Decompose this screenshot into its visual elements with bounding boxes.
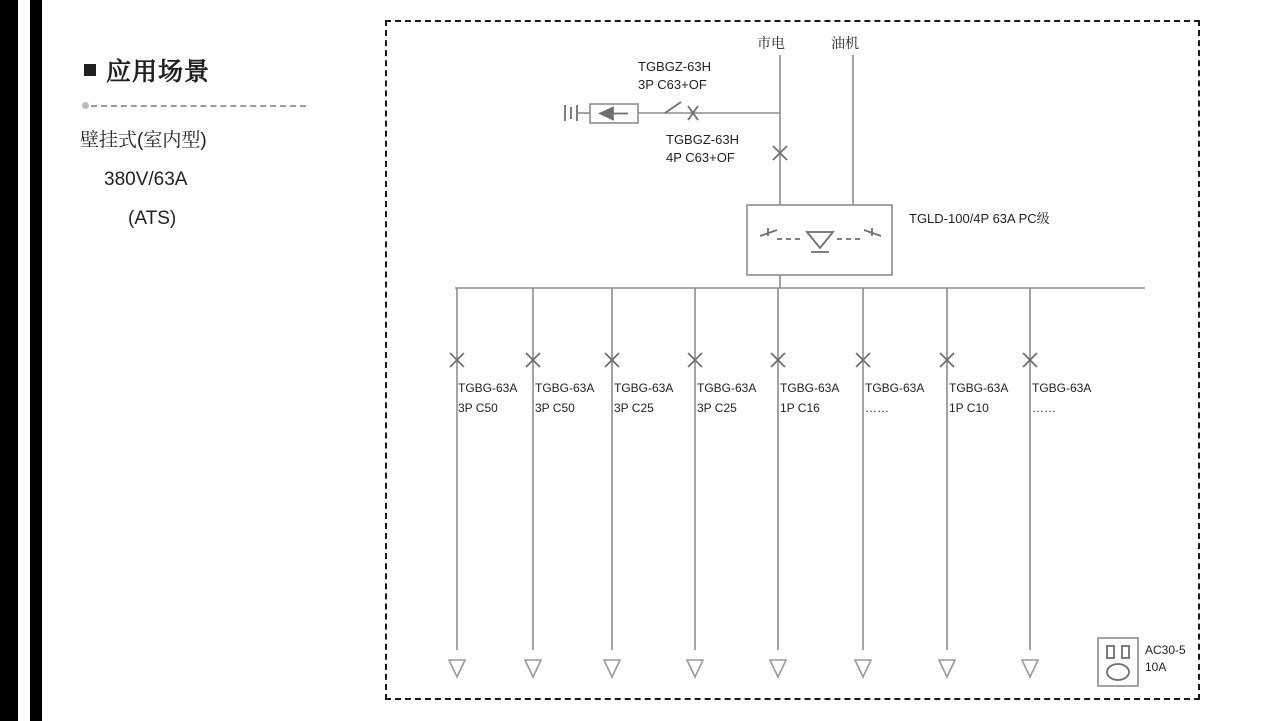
section-title-text: 应用场景 [106,58,211,86]
divider-dot-icon [82,102,89,109]
feeder-2 [525,288,541,677]
label-feeder-4-name: TGBG-63A [697,381,757,395]
feeder-8 [1022,288,1038,677]
label-feeder-3-name: TGBG-63A [614,381,674,395]
label-feeder-6-name: TGBG-63A [865,381,925,395]
label-feeder-5-spec: 1P C16 [780,401,820,415]
spec-line-ats: (ATS) [128,208,177,229]
left-panel [60,52,350,238]
ats-box [747,205,892,275]
spec-line-type: 壁挂式(室内型) [80,130,207,151]
label-feeder-2-name: TGBG-63A [535,381,595,395]
label-feeder-8-spec: …… [1032,401,1056,415]
label-generator: 油机 [831,35,859,51]
label-feeder-7-spec: 1P C10 [949,401,989,415]
label-feeder-5-name: TGBG-63A [780,381,840,395]
label-feeder-2-spec: 3P C50 [535,401,575,415]
socket-outlet-icon [1098,638,1138,686]
label-feeder-7-name: TGBG-63A [949,381,1009,395]
label-incomer-1-spec: 3P C63+OF [638,77,707,92]
feeder-1 [449,288,465,677]
label-mains: 市电 [757,35,785,51]
feeder-3 [604,288,620,677]
feeder-7 [939,288,955,677]
feeder-5 [770,288,786,677]
label-incomer-2-spec: 4P C63+OF [666,150,735,165]
label-feeder-4-spec: 3P C25 [697,401,737,415]
feeder-6 [855,288,871,677]
divider [60,102,350,109]
label-feeder-3-spec: 3P C25 [614,401,654,415]
label-ats: TGLD-100/4P 63A PC级 [909,211,1050,226]
divider-line [91,105,306,107]
spec-line-rating: 380V/63A [104,169,188,190]
schematic-diagram [385,20,1200,700]
label-feeder-1-spec: 3P C50 [458,401,498,415]
page-title [60,52,350,88]
schematic-svg [385,20,1200,700]
label-socket-rating: 10A [1145,660,1167,674]
label-feeder-6-spec: …… [865,401,889,415]
label-feeder-8-name: TGBG-63A [1032,381,1092,395]
label-feeder-1-name: TGBG-63A [458,381,518,395]
spec-list [60,121,350,238]
label-incomer-2-name: TGBGZ-63H [666,132,739,147]
feeder-4 [687,288,703,677]
label-socket-model: AC30-5 [1145,643,1186,657]
square-bullet-icon [84,64,96,76]
label-incomer-1-name: TGBGZ-63H [638,59,711,74]
left-black-bar [0,0,18,721]
left-black-bar-secondary [30,0,42,721]
